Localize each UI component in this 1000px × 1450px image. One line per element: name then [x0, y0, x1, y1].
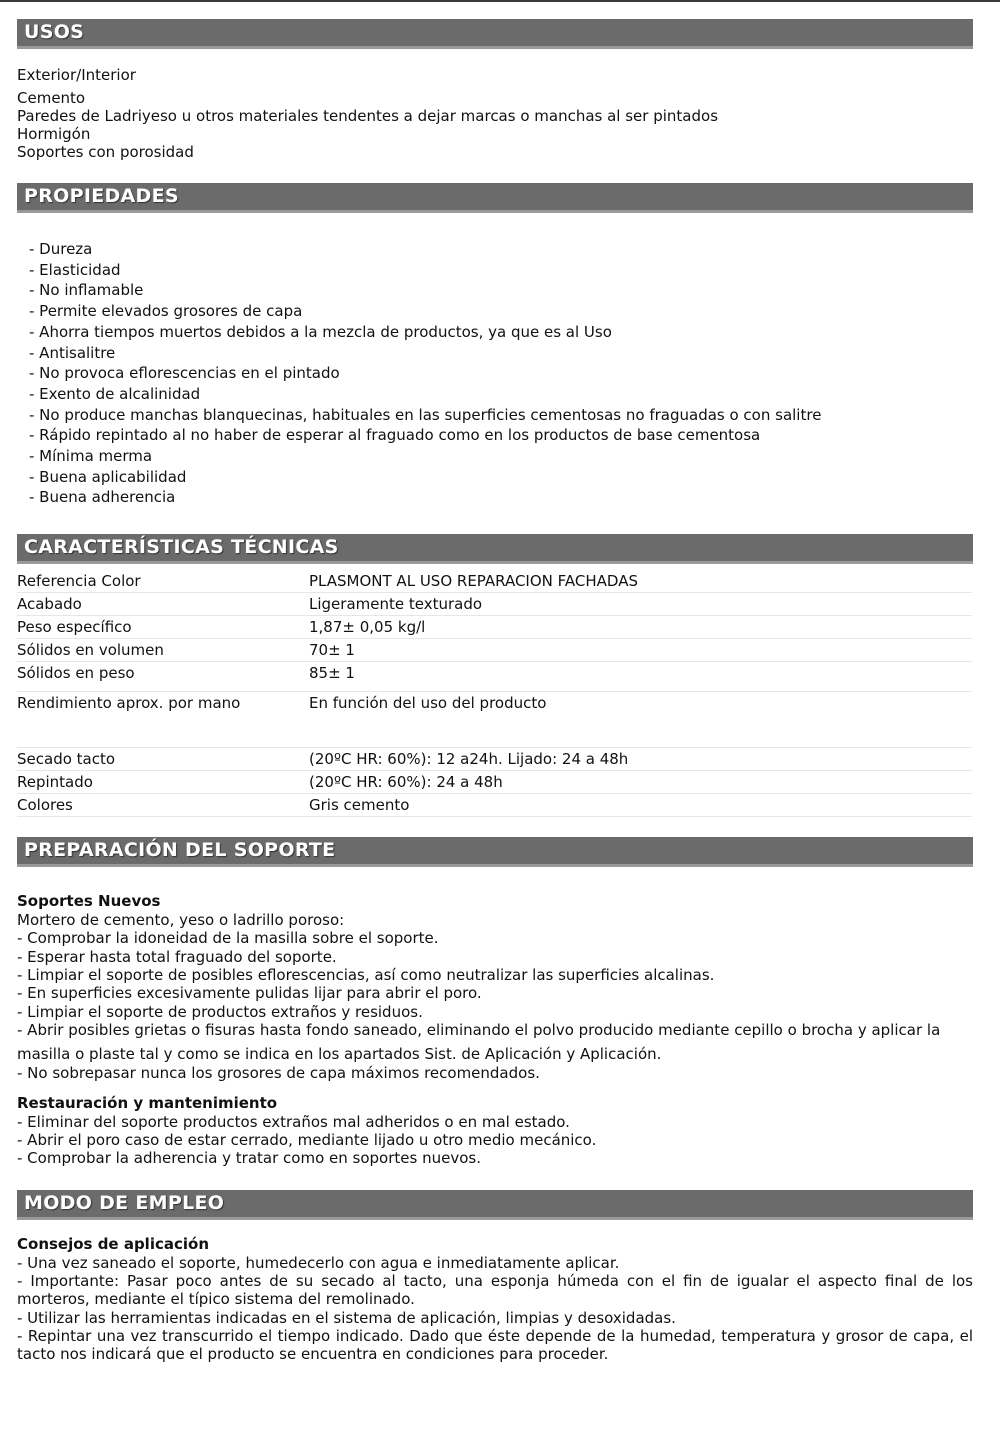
nuevos-text [17, 911, 973, 1039]
tech-table [17, 570, 972, 817]
property-item: - Buena adherencia [29, 488, 176, 507]
text-line: - Comprobar la idoneidad de la masilla sobre el soporte. [17, 929, 439, 948]
table-row [17, 616, 972, 639]
usos-line: Hormigón [17, 125, 91, 143]
table-row [17, 570, 972, 593]
tech-value: (20ºC HR: 60%): 24 a 48h [309, 771, 972, 794]
subsection-title-nuevos: Soportes Nuevos [17, 892, 161, 911]
text-line: - Limpiar el soporte de posibles eflorescencias, así como neutralizar las superficies alcalinas. [17, 966, 715, 985]
section-header-usos: USOS [17, 19, 973, 49]
section-header-caracteristicas: CARACTERÍSTICAS TÉCNICAS [17, 534, 973, 564]
table-row [17, 662, 972, 692]
tech-value: Ligeramente texturado [309, 593, 972, 616]
top-rule [0, 0, 1000, 2]
restauracion-text [17, 1113, 973, 1168]
subsection-title-consejos: Consejos de aplicación [17, 1234, 209, 1253]
propiedades-list [17, 239, 973, 508]
property-item: - Rápido repintado al no haber de esperar al fraguado como en los productos de base cementosa [29, 426, 761, 445]
property-item: - Dureza [29, 240, 93, 258]
tech-value: PLASMONT AL USO REPARACION FACHADAS [309, 570, 972, 593]
tech-label: Secado tacto [17, 748, 309, 771]
property-item: - No inflamable [29, 281, 144, 300]
tech-value: 85± 1 [309, 662, 972, 692]
tech-value: (20ºC HR: 60%): 12 a24h. Lijado: 24 a 48h [309, 748, 972, 771]
tech-label: Acabado [17, 593, 309, 616]
datasheet [17, 19, 973, 1363]
text-line: - Esperar hasta total fraguado del soporte. [17, 947, 337, 966]
text-line: - En superficies excesivamente pulidas lijar para abrir el poro. [17, 984, 482, 1003]
consejo-item: - Importante: Pasar poco antes de su secado al tacto, una esponja húmeda con el fin de igualar el aspecto final de los morteros, mediante el típico sistema del remolinado. [17, 1272, 973, 1309]
property-item: - No produce manchas blanquecinas, habituales en las superficies cementosas no fraguadas o con salitre [29, 405, 822, 424]
consejo-item: - Una vez saneado el soporte, humedecerlo con agua e inmediatamente aplicar. [17, 1253, 620, 1272]
text-line: - Eliminar del soporte productos extraños mal adheridos o en mal estado. [17, 1112, 570, 1131]
tech-label: Colores [17, 794, 309, 817]
property-item: - Antisalitre [29, 343, 116, 362]
section-header-propiedades: PROPIEDADES [17, 183, 973, 213]
table-row [17, 794, 972, 817]
consejo-item: - Utilizar las herramientas indicadas en el sistema de aplicación, limpias y desoxidadas. [17, 1308, 676, 1327]
table-row [17, 771, 972, 794]
consejo-item: - Repintar una vez transcurrido el tiempo indicado. Dado que éste depende de la humedad, temperatura y grosor de capa, el tacto nos indicará que el producto se encuentra en condiciones para proceder. [17, 1326, 973, 1364]
property-item: - Exento de alcalinidad [29, 384, 201, 403]
property-item: - Ahorra tiempos muertos debidos a la mezcla de productos, ya que es al Uso [29, 322, 612, 341]
text-line: - Limpiar el soporte de productos extraños y residuos. [17, 1002, 423, 1021]
text-line: Mortero de cemento, yeso o ladrillo poroso: [17, 911, 345, 930]
property-item: - Mínima merma [29, 447, 153, 466]
tech-label: Referencia Color [17, 570, 309, 593]
tech-value: En función del uso del producto [309, 692, 972, 748]
section-header-modo: MODO DE EMPLEO [17, 1190, 973, 1220]
tech-label: Rendimiento aprox. por mano [17, 692, 309, 748]
tech-value: 1,87± 0,05 kg/l [309, 616, 972, 639]
usos-list [17, 66, 973, 161]
tech-label: Peso específico [17, 616, 309, 639]
section-header-preparacion: PREPARACIÓN DEL SOPORTE [17, 837, 973, 867]
property-item: - Elasticidad [29, 260, 121, 279]
usos-line: Paredes de Ladriyeso u otros materiales tendentes a dejar marcas o manchas al ser pintados [17, 107, 719, 125]
usos-line: Soportes con porosidad [17, 143, 194, 161]
tech-value: 70± 1 [309, 639, 972, 662]
consejos-text [17, 1254, 973, 1364]
tech-label: Sólidos en volumen [17, 639, 309, 662]
usos-line: Exterior/Interior [17, 66, 136, 84]
nuevos-text-continued [17, 1045, 973, 1082]
tech-label: Sólidos en peso [17, 662, 309, 692]
table-row [17, 748, 972, 771]
text-line: masilla o plaste tal y como se indica en los apartados Sist. de Aplicación y Aplicación. [17, 1045, 662, 1064]
table-row [17, 639, 972, 662]
text-line: - No sobrepasar nunca los grosores de capa máximos recomendados. [17, 1063, 540, 1082]
text-line: - Abrir el poro caso de estar cerrado, mediante lijado u otro medio mecánico. [17, 1131, 597, 1150]
tech-value: Gris cemento [309, 794, 972, 817]
text-line: - Comprobar la adherencia y tratar como en soportes nuevos. [17, 1149, 481, 1168]
property-item: - Buena aplicabilidad [29, 467, 187, 486]
table-row [17, 692, 972, 748]
tech-label: Repintado [17, 771, 309, 794]
usos-line: Cemento [17, 89, 86, 107]
text-line: - Abrir posibles grietas o fisuras hasta fondo saneado, eliminando el polvo producido mediante cepillo o brocha y aplicar la [17, 1020, 941, 1039]
subsection-title-restauracion: Restauración y mantenimiento [17, 1093, 278, 1112]
table-row [17, 593, 972, 616]
property-item: - No provoca eflorescencias en el pintado [29, 364, 340, 383]
property-item: - Permite elevados grosores de capa [29, 302, 303, 321]
